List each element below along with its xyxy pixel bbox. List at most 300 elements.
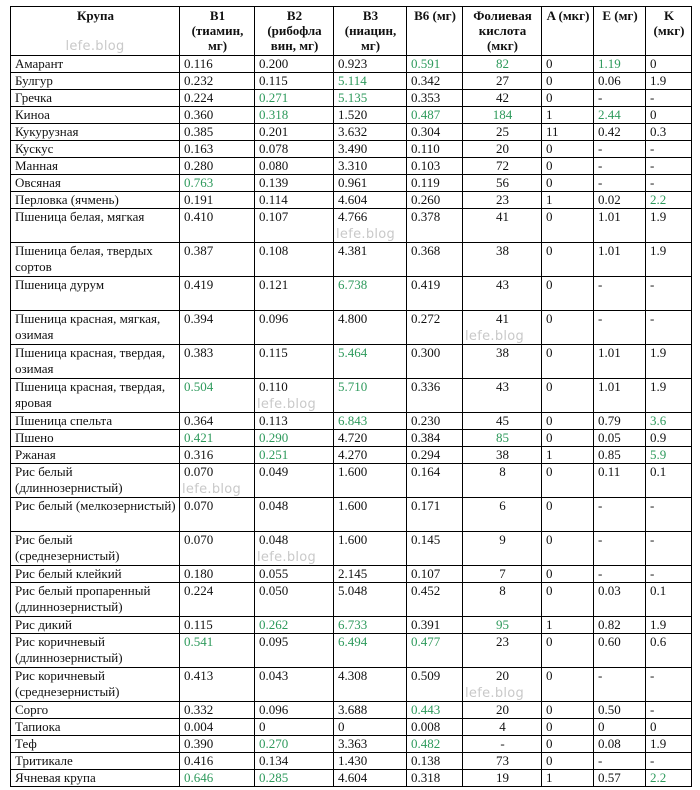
a-value-cell xyxy=(542,90,594,107)
k-value-cell xyxy=(646,379,692,413)
k-value: 0 xyxy=(650,719,657,734)
b6-value: 0.272 xyxy=(411,311,441,326)
e-value: 0.03 xyxy=(598,583,621,598)
table-row xyxy=(11,753,692,770)
table-row xyxy=(11,668,692,702)
b1-value-cell xyxy=(180,532,255,566)
b3-value-cell xyxy=(334,464,407,498)
b3-value-cell xyxy=(334,498,407,532)
e-value: - xyxy=(598,175,603,190)
b3-value-cell xyxy=(334,345,407,379)
grain-name-cell xyxy=(11,668,180,702)
k-value-cell xyxy=(646,753,692,770)
folic-value-cell xyxy=(463,532,542,566)
folic-value-cell xyxy=(463,243,542,277)
b6-value-cell xyxy=(407,243,463,277)
e-value: 0.50 xyxy=(598,702,621,717)
b2-value: 0 xyxy=(259,719,266,734)
k-value-cell xyxy=(646,634,692,668)
e-value: 0.02 xyxy=(598,192,621,207)
b3-value-cell xyxy=(334,566,407,583)
k-value-cell xyxy=(646,311,692,345)
b1-value: 0.232 xyxy=(184,73,214,88)
k-value-cell xyxy=(646,498,692,532)
e-value-cell xyxy=(594,141,646,158)
e-value-cell xyxy=(594,464,646,498)
e-value-cell xyxy=(594,73,646,90)
folic-value-cell xyxy=(463,209,542,243)
a-value-cell xyxy=(542,617,594,634)
b6-value-cell xyxy=(407,209,463,243)
folic-value: 43 xyxy=(496,277,509,292)
grain-name-cell xyxy=(11,175,180,192)
e-value-cell xyxy=(594,634,646,668)
a-value: 1 xyxy=(546,617,553,632)
grain-name-cell xyxy=(11,447,180,464)
k-value-cell xyxy=(646,770,692,787)
b2-value-cell xyxy=(255,532,334,566)
folic-value-cell xyxy=(463,73,542,90)
a-value: 0 xyxy=(546,379,553,394)
k-value-cell xyxy=(646,464,692,498)
b3-value-cell xyxy=(334,702,407,719)
folic-value: 56 xyxy=(496,175,509,190)
b6-value: 0.119 xyxy=(411,175,440,190)
k-value-cell xyxy=(646,141,692,158)
b2-value-cell xyxy=(255,447,334,464)
a-value-cell xyxy=(542,345,594,379)
grain-name: Пшеница спельта xyxy=(15,413,113,428)
a-value-cell xyxy=(542,719,594,736)
table-row xyxy=(11,192,692,209)
e-value: - xyxy=(598,566,603,581)
b6-value-cell xyxy=(407,770,463,787)
b6-value-cell xyxy=(407,124,463,141)
b3-value-cell xyxy=(334,175,407,192)
b1-value: 0.763 xyxy=(184,175,214,190)
a-value-cell xyxy=(542,447,594,464)
b6-value: 0.110 xyxy=(411,141,440,156)
e-value: 0.11 xyxy=(598,464,621,479)
a-value-cell xyxy=(542,753,594,770)
b1-value-cell xyxy=(180,311,255,345)
b6-value: 0.008 xyxy=(411,719,441,734)
b3-value-cell xyxy=(334,668,407,702)
folic-value-cell xyxy=(463,141,542,158)
header-k: K (мкг) xyxy=(646,7,692,56)
b1-value: 0.410 xyxy=(184,209,214,224)
table-row xyxy=(11,430,692,447)
e-value-cell xyxy=(594,311,646,345)
b2-value: 0.108 xyxy=(259,243,289,258)
a-value: 0 xyxy=(546,532,553,547)
b2-value-cell xyxy=(255,192,334,209)
e-value-cell xyxy=(594,345,646,379)
k-value: - xyxy=(650,158,655,173)
k-value: - xyxy=(650,175,655,190)
b6-value-cell xyxy=(407,566,463,583)
table-row xyxy=(11,141,692,158)
b2-value-cell xyxy=(255,124,334,141)
b3-value: 4.766 xyxy=(338,209,368,224)
b1-value-cell xyxy=(180,566,255,583)
e-value: 0.60 xyxy=(598,634,621,649)
grain-name: Пшеница красная, мягкая, озимая xyxy=(15,311,161,342)
grain-name-cell xyxy=(11,277,180,311)
e-value-cell xyxy=(594,158,646,175)
b3-value: 3.310 xyxy=(338,158,368,173)
b1-value-cell xyxy=(180,634,255,668)
header-b3: B3 (ниацин, мг) xyxy=(334,7,407,56)
b1-value: 0.504 xyxy=(184,379,214,394)
e-value: 1.01 xyxy=(598,345,621,360)
grain-name: Пшеница красная, твердая, яровая xyxy=(15,379,166,410)
grain-name-cell xyxy=(11,430,180,447)
k-value-cell xyxy=(646,430,692,447)
grain-name: Амарант xyxy=(15,56,64,71)
b1-value: 0.180 xyxy=(184,566,214,581)
b6-value-cell xyxy=(407,175,463,192)
b6-value-cell xyxy=(407,447,463,464)
e-value: - xyxy=(598,668,603,683)
b6-value: 0.443 xyxy=(411,702,441,717)
b1-value: 0.413 xyxy=(184,668,214,683)
b1-value-cell xyxy=(180,379,255,413)
k-value: - xyxy=(650,90,655,105)
b2-value-cell xyxy=(255,498,334,532)
grain-name: Рис дикий xyxy=(15,617,73,632)
b3-value: 0.923 xyxy=(338,56,368,71)
k-value: 0.9 xyxy=(650,430,667,445)
a-value-cell xyxy=(542,668,594,702)
b2-value: 0.043 xyxy=(259,668,289,683)
b3-value: 4.308 xyxy=(338,668,368,683)
folic-value: 43 xyxy=(496,379,509,394)
b3-value-cell xyxy=(334,311,407,345)
e-value-cell xyxy=(594,532,646,566)
table-row xyxy=(11,277,692,311)
b1-value-cell xyxy=(180,141,255,158)
b3-value: 6.733 xyxy=(338,617,368,632)
k-value: - xyxy=(650,702,655,717)
e-value-cell xyxy=(594,702,646,719)
watermark: lefe.blog xyxy=(257,397,317,412)
b1-value-cell xyxy=(180,413,255,430)
b3-value-cell xyxy=(334,617,407,634)
grain-name: Сорго xyxy=(15,702,49,717)
k-value: 1.9 xyxy=(650,73,667,88)
a-value: 0 xyxy=(546,56,553,71)
b6-value-cell xyxy=(407,73,463,90)
b2-value: 0.200 xyxy=(259,56,289,71)
table-row xyxy=(11,311,692,345)
k-value-cell xyxy=(646,277,692,311)
b2-value-cell xyxy=(255,90,334,107)
b2-value-cell xyxy=(255,464,334,498)
a-value-cell xyxy=(542,311,594,345)
b1-value: 0.421 xyxy=(184,430,214,445)
b1-value-cell xyxy=(180,736,255,753)
k-value-cell xyxy=(646,668,692,702)
b3-value: 4.270 xyxy=(338,447,368,462)
folic-value-cell xyxy=(463,498,542,532)
b2-value: 0.113 xyxy=(259,413,288,428)
b1-value: 0.541 xyxy=(184,634,214,649)
folic-value-cell xyxy=(463,430,542,447)
folic-value-cell xyxy=(463,158,542,175)
b2-value: 0.262 xyxy=(259,617,289,632)
folic-value: 8 xyxy=(499,583,506,598)
e-value-cell xyxy=(594,107,646,124)
grain-name-cell xyxy=(11,566,180,583)
folic-value: 4 xyxy=(499,719,506,734)
folic-value-cell xyxy=(463,277,542,311)
b2-value-cell xyxy=(255,583,334,617)
b1-value-cell xyxy=(180,702,255,719)
b1-value-cell xyxy=(180,617,255,634)
b1-value: 0.316 xyxy=(184,447,214,462)
b6-value: 0.378 xyxy=(411,209,441,224)
b6-value-cell xyxy=(407,277,463,311)
table-row xyxy=(11,345,692,379)
k-value-cell xyxy=(646,719,692,736)
a-value-cell xyxy=(542,73,594,90)
b2-value: 0.107 xyxy=(259,209,289,224)
b1-value-cell xyxy=(180,107,255,124)
e-value: - xyxy=(598,277,603,292)
table-row xyxy=(11,158,692,175)
b6-value: 0.419 xyxy=(411,277,441,292)
folic-value-cell xyxy=(463,175,542,192)
b3-value-cell xyxy=(334,532,407,566)
k-value-cell xyxy=(646,566,692,583)
b3-value: 3.363 xyxy=(338,736,368,751)
k-value: - xyxy=(650,311,655,326)
table-row xyxy=(11,719,692,736)
b3-value-cell xyxy=(334,447,407,464)
folic-value: 184 xyxy=(492,107,513,122)
k-value-cell xyxy=(646,192,692,209)
b6-value-cell xyxy=(407,56,463,73)
a-value-cell xyxy=(542,583,594,617)
b1-value-cell xyxy=(180,464,255,498)
b1-value: 0.419 xyxy=(184,277,214,292)
b1-value: 0.280 xyxy=(184,158,214,173)
b2-value: 0.318 xyxy=(259,107,289,122)
b3-value-cell xyxy=(334,413,407,430)
b1-value-cell xyxy=(180,277,255,311)
k-value-cell xyxy=(646,107,692,124)
table-row xyxy=(11,243,692,277)
a-value-cell xyxy=(542,56,594,73)
k-value: 0 xyxy=(650,56,657,71)
k-value-cell xyxy=(646,90,692,107)
grain-name-cell xyxy=(11,532,180,566)
b1-value-cell xyxy=(180,209,255,243)
k-value: 3.6 xyxy=(650,413,667,428)
e-value-cell xyxy=(594,770,646,787)
e-value: 0 xyxy=(598,719,605,734)
b6-value: 0.230 xyxy=(411,413,441,428)
e-value: 0.42 xyxy=(598,124,621,139)
b3-value: 4.604 xyxy=(338,770,368,785)
e-value: 1.01 xyxy=(598,243,621,258)
a-value: 0 xyxy=(546,430,553,445)
b1-value-cell xyxy=(180,430,255,447)
folic-value-cell xyxy=(463,464,542,498)
b3-value: 1.600 xyxy=(338,464,368,479)
b6-value-cell xyxy=(407,702,463,719)
header-grain: Крупа xyxy=(77,8,114,23)
a-value-cell xyxy=(542,107,594,124)
grain-name-cell xyxy=(11,124,180,141)
folic-value-cell xyxy=(463,668,542,702)
b6-value-cell xyxy=(407,158,463,175)
a-value: 0 xyxy=(546,73,553,88)
grain-name: Овсяная xyxy=(15,175,61,190)
b6-value-cell xyxy=(407,141,463,158)
header-row xyxy=(11,7,692,56)
k-value: - xyxy=(650,753,655,768)
b1-value: 0.224 xyxy=(184,583,214,598)
b3-value-cell xyxy=(334,107,407,124)
e-value: - xyxy=(598,141,603,156)
e-value: 0.57 xyxy=(598,770,621,785)
b2-value: 0.251 xyxy=(259,447,289,462)
b2-value: 0.055 xyxy=(259,566,289,581)
b2-value-cell xyxy=(255,736,334,753)
grain-name-cell xyxy=(11,141,180,158)
grain-name-cell xyxy=(11,73,180,90)
folic-value-cell xyxy=(463,192,542,209)
b3-value: 3.688 xyxy=(338,702,368,717)
b2-value: 0.048 xyxy=(259,498,289,513)
b2-value-cell xyxy=(255,345,334,379)
folic-value: 19 xyxy=(496,770,509,785)
folic-value-cell xyxy=(463,583,542,617)
b6-value-cell xyxy=(407,90,463,107)
b3-value: 5.464 xyxy=(338,345,368,360)
grain-name: Кукурузная xyxy=(15,124,79,139)
b3-value-cell xyxy=(334,430,407,447)
folic-value-cell xyxy=(463,345,542,379)
k-value: 1.9 xyxy=(650,736,667,751)
b3-value: 1.600 xyxy=(338,532,368,547)
e-value-cell xyxy=(594,753,646,770)
b6-value: 0.591 xyxy=(411,56,441,71)
folic-value: 38 xyxy=(496,345,509,360)
b6-value: 0.509 xyxy=(411,668,441,683)
e-value-cell xyxy=(594,243,646,277)
b6-value-cell xyxy=(407,192,463,209)
grain-name-cell xyxy=(11,107,180,124)
b3-value: 0 xyxy=(338,719,345,734)
k-value-cell xyxy=(646,124,692,141)
k-value: 1.9 xyxy=(650,243,667,258)
table-row xyxy=(11,209,692,243)
b3-value-cell xyxy=(334,719,407,736)
grain-name: Ржаная xyxy=(15,447,56,462)
grain-vitamin-table xyxy=(10,6,692,787)
b3-value-cell xyxy=(334,141,407,158)
table-row xyxy=(11,447,692,464)
b3-value-cell xyxy=(334,124,407,141)
a-value-cell xyxy=(542,379,594,413)
b3-value: 4.381 xyxy=(338,243,368,258)
b6-value-cell xyxy=(407,736,463,753)
b2-value: 0.096 xyxy=(259,311,289,326)
watermark: lefe.blog xyxy=(257,550,317,565)
e-value: - xyxy=(598,311,603,326)
a-value: 1 xyxy=(546,770,553,785)
b2-value: 0.139 xyxy=(259,175,289,190)
b6-value-cell xyxy=(407,634,463,668)
b2-value-cell xyxy=(255,379,334,413)
b2-value-cell xyxy=(255,413,334,430)
b6-value: 0.107 xyxy=(411,566,441,581)
folic-value: 25 xyxy=(496,124,509,139)
a-value: 1 xyxy=(546,107,553,122)
table-body xyxy=(11,56,692,787)
a-value-cell xyxy=(542,430,594,447)
a-value-cell xyxy=(542,566,594,583)
e-value: 0.79 xyxy=(598,413,621,428)
k-value: - xyxy=(650,277,655,292)
e-value-cell xyxy=(594,209,646,243)
b3-value-cell xyxy=(334,73,407,90)
b6-value: 0.368 xyxy=(411,243,441,258)
b2-value: 0.115 xyxy=(259,345,288,360)
e-value-cell xyxy=(594,583,646,617)
k-value: - xyxy=(650,141,655,156)
b1-value-cell xyxy=(180,447,255,464)
a-value: 0 xyxy=(546,719,553,734)
b3-value: 3.632 xyxy=(338,124,368,139)
k-value-cell xyxy=(646,736,692,753)
b6-value: 0.294 xyxy=(411,447,441,462)
grain-name: Манная xyxy=(15,158,58,173)
e-value: 0.06 xyxy=(598,73,621,88)
k-value-cell xyxy=(646,56,692,73)
b2-value-cell xyxy=(255,311,334,345)
b2-value-cell xyxy=(255,430,334,447)
a-value: 0 xyxy=(546,209,553,224)
table-row xyxy=(11,56,692,73)
grain-name-cell xyxy=(11,311,180,345)
folic-value: 20 xyxy=(496,668,509,683)
a-value-cell xyxy=(542,277,594,311)
a-value: 0 xyxy=(546,175,553,190)
k-value-cell xyxy=(646,617,692,634)
b1-value-cell xyxy=(180,243,255,277)
table-row xyxy=(11,464,692,498)
a-value-cell xyxy=(542,736,594,753)
k-value: 1.9 xyxy=(650,617,667,632)
e-value-cell xyxy=(594,413,646,430)
b1-value: 0.385 xyxy=(184,124,214,139)
b2-value-cell xyxy=(255,634,334,668)
b1-value: 0.332 xyxy=(184,702,214,717)
b3-value-cell xyxy=(334,158,407,175)
b1-value: 0.004 xyxy=(184,719,214,734)
b3-value: 4.604 xyxy=(338,192,368,207)
table-row xyxy=(11,175,692,192)
b3-value-cell xyxy=(334,770,407,787)
grain-name-cell xyxy=(11,379,180,413)
folic-value: - xyxy=(500,736,505,751)
e-value: 0.05 xyxy=(598,430,621,445)
grain-name: Кускус xyxy=(15,141,54,156)
